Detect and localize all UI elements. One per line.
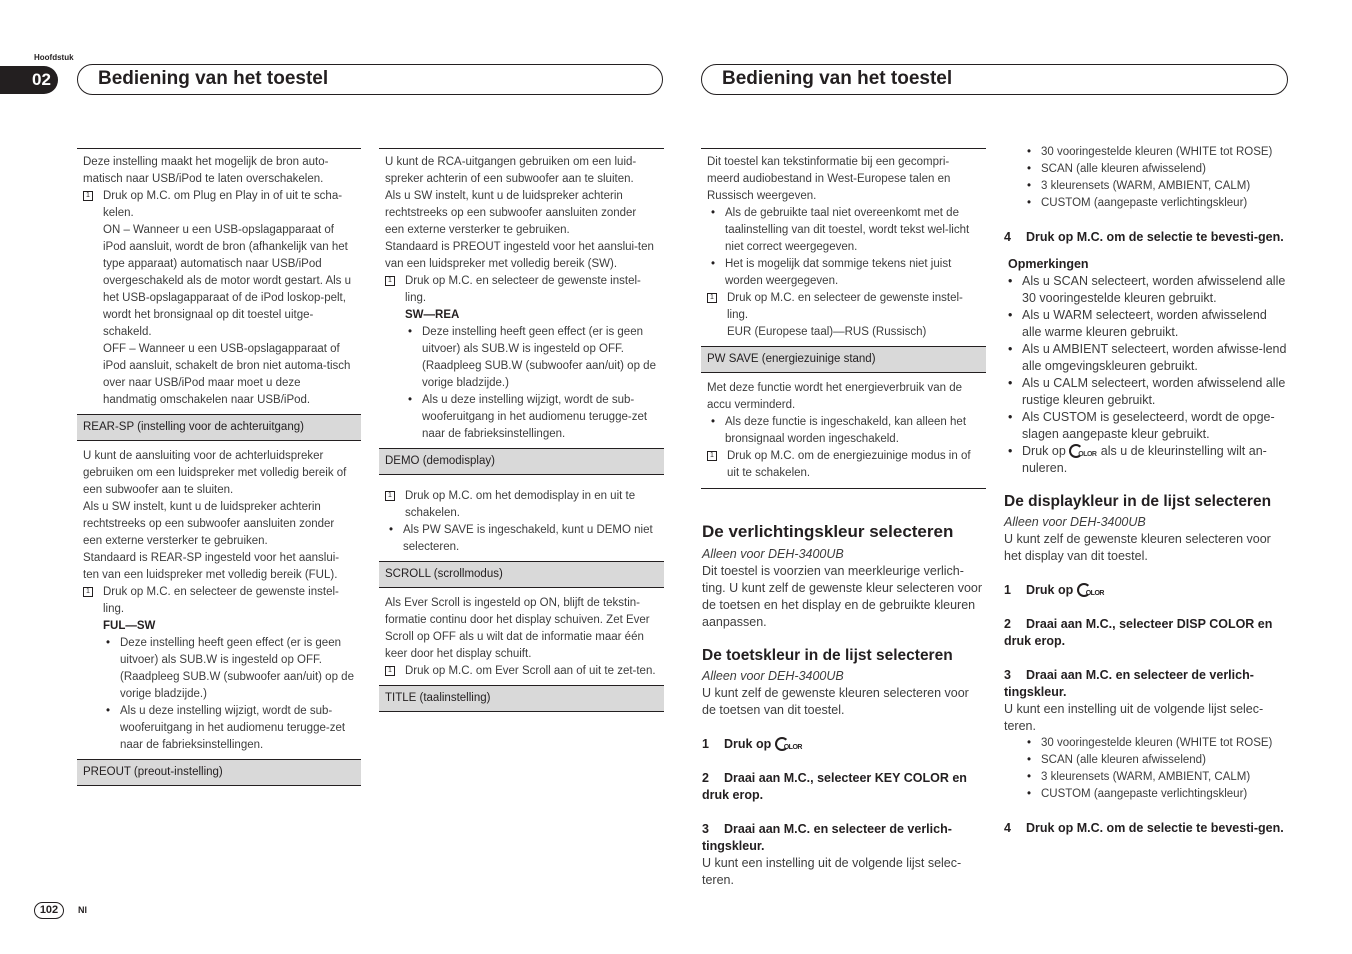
usb-off-text: OFF – Wanneer u een USB-opslagapparaat of iPod aansluit, schakelt de bron niet automa-tisch over naar USB/iPod maar moet u deze handmatig omschakelen naar USB/iPod.: [103, 343, 351, 406]
key-step-2: [702, 770, 986, 804]
list-item: • 30 vooringestelde kleuren (WHITE tot ROSE): [1004, 144, 1289, 161]
rear-step-1-text: Druk op M.C. en selecteer de gewenste instel-ling.: [103, 586, 339, 615]
title-p1: Dit toestel kan tekstinformatie bij een gecompri-meerd audiobestand in West-Europese talen en Russisch weergeven.: [707, 156, 951, 202]
color-icon-label: OLOR: [1078, 451, 1097, 458]
step-number-box: 1: [83, 587, 93, 597]
note-item: • Als u WARM selecteert, worden afwisselend alle warme kleuren gebruikt.: [1004, 307, 1289, 341]
key-color-text: U kunt zelf de gewenste kleuren selecteren voor de toetsen van dit toestel.: [702, 686, 969, 717]
column-4: [1004, 144, 1289, 837]
pw-save-bullet: • Als deze functie is ingeschakeld, kan alleen het bronsignaal worden ingeschakeld.: [707, 414, 980, 448]
pw-save-section: [701, 380, 986, 486]
rear-p2: Als u SW instelt, kunt u de luidspreker achterin rechtstreeks op een subwoofer aansluiten zonder een externe versterker te gebruiken.: [83, 501, 335, 547]
demo-bullet: • Als PW SAVE is ingeschakeld, kunt u DEMO niet selecteren.: [385, 522, 658, 556]
step-number: 1: [702, 737, 709, 751]
illumination-heading: De verlichtingskleur selecteren: [702, 522, 954, 541]
scroll-text: Als Ever Scroll is ingesteld op ON, blijft de tekstin-formatie continu door het display schuiven. Zet Ever Scroll op OFF als u wilt dat de informatie maar één keer door het display schuift.: [385, 597, 650, 660]
demo-bar: DEMO (demodisplay): [379, 448, 664, 475]
disp-step-3-text: Draai aan M.C. en selecteer de verlich-tingskleur.: [1004, 668, 1254, 699]
step-number: 1: [1004, 583, 1011, 597]
page-title-right: Bediening van het toestel: [701, 64, 1288, 95]
pw-save-text: Met deze functie wordt het energieverbruik van de accu verminderd.: [707, 382, 963, 411]
preout-step-1-text: Druk op M.C. en selecteer de gewenste instel-ling.: [405, 275, 641, 304]
step-number-box: 1: [385, 276, 395, 286]
model-note: Alleen voor DEH-3400UB: [702, 547, 844, 561]
preout-bar: PREOUT (preout-instelling): [77, 759, 361, 786]
demo-step-1-text: Druk op M.C. om het demodisplay in en uit te schakelen.: [405, 490, 636, 519]
list-item: • 3 kleurensets (WARM, AMBIENT, CALM): [1004, 178, 1289, 195]
step-number: 3: [702, 822, 709, 836]
disp-step-4-text: Druk op M.C. om de selectie te bevesti-gen.: [1026, 821, 1284, 835]
preout-options: SW—REA: [405, 309, 460, 321]
notes-heading: Opmerkingen: [1008, 257, 1089, 271]
disp-step-3: [1004, 667, 1289, 701]
preout-p3: Standaard is PREOUT ingesteld voor het aanslui-ten van een luidspreker met volledig bereik (SW).: [385, 241, 654, 270]
chapter-label: Hoofdstuk: [34, 53, 74, 62]
scroll-step-1: [385, 663, 658, 680]
rear-bullet-2: • Als u deze instelling wijzigt, wordt de sub-wooferuitgang in het audiomenu terugge-zet naar de fabrieksinstellingen.: [83, 703, 355, 754]
rear-step-1: [83, 584, 355, 618]
illumination-text: Dit toestel is voorzien van meerkleurige verlich-ting. U kunt zelf de gewenste kleur selecteren voor de toetsen en het display en de gebruikte kleuren aanpassen.: [702, 564, 983, 629]
color-button-icon: [1069, 443, 1097, 457]
step-number: 4: [1004, 821, 1011, 835]
pw-save-step-1: [707, 448, 980, 482]
step-number-box: 1: [385, 666, 395, 676]
disp-step-1: [1004, 582, 1289, 599]
display-color-options-list: [1004, 735, 1289, 803]
title-bullet-2: • Het is mogelijk dat sommige tekens niet juist worden weergegeven.: [707, 256, 980, 290]
pw-save-bar: PW SAVE (energiezuinige stand): [701, 346, 986, 373]
title-bullet-1: • Als de gebruikte taal niet overeenkomt met de taalinstelling van dit toestel, wordt tekst wel-licht niet correct weergegeven.: [707, 205, 980, 256]
key-step-4-text: Druk op M.C. om de selectie te bevesti-gen.: [1026, 230, 1284, 244]
display-color-text: U kunt zelf de gewenste kleuren selecteren voor het display van dit toestel.: [1004, 532, 1271, 563]
list-item: • CUSTOM (aangepaste verlichtingskleur): [1004, 195, 1289, 212]
scroll-step-1-text: Druk op M.C. om Ever Scroll aan of uit te zet-ten.: [405, 665, 656, 677]
note-item: • Als CUSTOM is geselecteerd, wordt de opge-slagen aangepaste kleur gebruikt.: [1004, 409, 1289, 443]
note-item: • Als u SCAN selecteert, worden afwisselend alle 30 vooringestelde kleuren gebruikt.: [1004, 273, 1289, 307]
key-color-heading: De toetskleur in de lijst selecteren: [702, 647, 953, 664]
model-note: Alleen voor DEH-3400UB: [702, 669, 844, 683]
key-step-4: [1004, 229, 1289, 246]
key-step-3: [702, 821, 986, 855]
language-code: Nl: [78, 905, 87, 915]
step-number: 3: [1004, 668, 1011, 682]
step-number: 2: [702, 771, 709, 785]
rear-sp-bar: REAR-SP (instelling voor de achteruitgang): [77, 414, 361, 441]
pw-save-step-1-text: Druk op M.C. om de energiezuinige modus in of uit te schakelen.: [727, 450, 971, 479]
step-number-box: 1: [83, 191, 93, 201]
usb-step-1: [83, 188, 355, 222]
page-number: 102: [34, 902, 64, 919]
key-color-options-list: [1004, 144, 1289, 212]
disp-step-3-detail: U kunt een instelling uit de volgende lijst selec-teren.: [1004, 702, 1264, 733]
key-step-3-text-detail: U kunt een instelling uit de volgende lijst selec-teren.: [702, 856, 962, 887]
disp-step-2-text: Draai aan M.C., selecteer DISP COLOR en druk erop.: [1004, 617, 1273, 648]
column-3: [701, 148, 986, 889]
preout-p1: U kunt de RCA-uitgangen gebruiken om een luid-spreker achterin of een subwoofer aan te sluiten.: [385, 156, 637, 185]
preout-p2: Als u SW instelt, kunt u de luidspreker achterin rechtstreeks op een subwoofer aansluiten zonder een externe versterker te gebruiken.: [385, 190, 637, 236]
preout-bullet-2: • Als u deze instelling wijzigt, wordt de sub-wooferuitgang in het audiomenu terugge-zet naar de fabrieksinstellingen.: [385, 392, 658, 443]
list-item: • 3 kleurensets (WARM, AMBIENT, CALM): [1004, 769, 1289, 786]
step-number: 4: [1004, 230, 1011, 244]
title-step-1-text: Druk op M.C. en selecteer de gewenste instel-ling.: [727, 292, 963, 321]
usb-intro-text: Deze instelling maakt het mogelijk de bron auto-matisch naar USB/iPod te laten overschakelen.: [83, 156, 329, 185]
list-item: • SCAN (alle kleuren afwisselend): [1004, 161, 1289, 178]
column-1: [77, 148, 361, 793]
list-item: • 30 vooringestelde kleuren (WHITE tot ROSE): [1004, 735, 1289, 752]
key-step-1-text: Druk op: [724, 737, 772, 751]
demo-step-1: [385, 488, 658, 522]
usb-step-1-text: Druk op M.C. om Plug en Play in of uit te scha-kelen.: [103, 190, 343, 219]
rear-options: FUL—SW: [103, 620, 156, 632]
key-step-1: [702, 736, 986, 753]
rear-p3: Standaard is REAR-SP ingesteld voor het aanslui-ten van een luidspreker met volledig bereik (FUL).: [83, 552, 340, 581]
color-icon-label: OLOR: [1085, 590, 1104, 597]
scroll-bar: SCROLL (scrollmodus): [379, 561, 664, 588]
title-step-1: [707, 290, 980, 324]
display-color-heading: De displaykleur in de lijst selecteren: [1004, 493, 1272, 510]
list-item: • CUSTOM (aangepaste verlichtingskleur): [1004, 786, 1289, 803]
title-bar: TITLE (taalinstelling): [379, 685, 664, 712]
note-item: • Als u CALM selecteert, worden afwisselend alle rustige kleuren gebruikt.: [1004, 375, 1289, 409]
step-number-box: 1: [385, 491, 395, 501]
notes-list: [1004, 273, 1289, 443]
rear-p1: U kunt de aansluiting voor de achterluidspreker gebruiken om een luidspreker met volledig bereik of een subwoofer aan te sluiten.: [83, 450, 347, 496]
color-button-icon: [1077, 582, 1105, 596]
title-options: EUR (Europese taal)—RUS (Russisch): [727, 326, 927, 338]
disp-step-4: [1004, 820, 1289, 837]
step-number: 2: [1004, 617, 1011, 631]
note-cancel-text-a: Druk op: [1022, 444, 1066, 458]
key-step-3-text: Draai aan M.C. en selecteer de verlich-tingskleur.: [702, 822, 952, 853]
disp-step-2: [1004, 616, 1289, 650]
preout-bullet-1: • Deze instelling heeft geen effect (er is geen uitvoer) als SUB.W is ingesteld op OFF. (Raadpleeg SUB.W (subwoofer aan/uit) op de vorige bladzijde.): [385, 324, 658, 392]
disp-step-1-text: Druk op: [1026, 583, 1074, 597]
preout-step-1: [385, 273, 658, 307]
step-number-box: 1: [707, 451, 717, 461]
note-item: • Als u AMBIENT selecteert, worden afwisse-lend alle omgevingskleuren gebruikt.: [1004, 341, 1289, 375]
color-button-icon: [775, 736, 803, 750]
note-cancel: [1004, 443, 1289, 477]
rear-bullet-1: • Deze instelling heeft geen effect (er is geen uitvoer) als SUB.W is ingesteld op OFF. (Raadpleeg SUB.W (subwoofer aan/uit) op de vorige bladzijde.): [83, 635, 355, 703]
chapter-number-badge: 02: [0, 66, 58, 94]
color-icon-label: OLOR: [783, 744, 802, 751]
key-step-2-text: Draai aan M.C., selecteer KEY COLOR en druk erop.: [702, 771, 967, 802]
model-note: Alleen voor DEH-3400UB: [1004, 515, 1146, 529]
list-item: • SCAN (alle kleuren afwisselend): [1004, 752, 1289, 769]
note-cancel-text-b: als u de kleurinstelling wilt an-nuleren.: [1022, 444, 1267, 475]
page-title-left: Bediening van het toestel: [77, 64, 663, 95]
usb-on-text: ON – Wanneer u een USB-opslagapparaat of iPod aansluit, wordt de bron (afhankelijk van het type apparaat) automatisch naar USB/iPod overgeschakeld als de motor wordt gestart. Als u het USB-opslagapparaat of de iPod loskop-pelt, wordt het bronsignaal op dit toestel uitge-schakeld.: [103, 224, 352, 338]
column-2: [379, 148, 664, 719]
step-number-box: 1: [707, 293, 717, 303]
